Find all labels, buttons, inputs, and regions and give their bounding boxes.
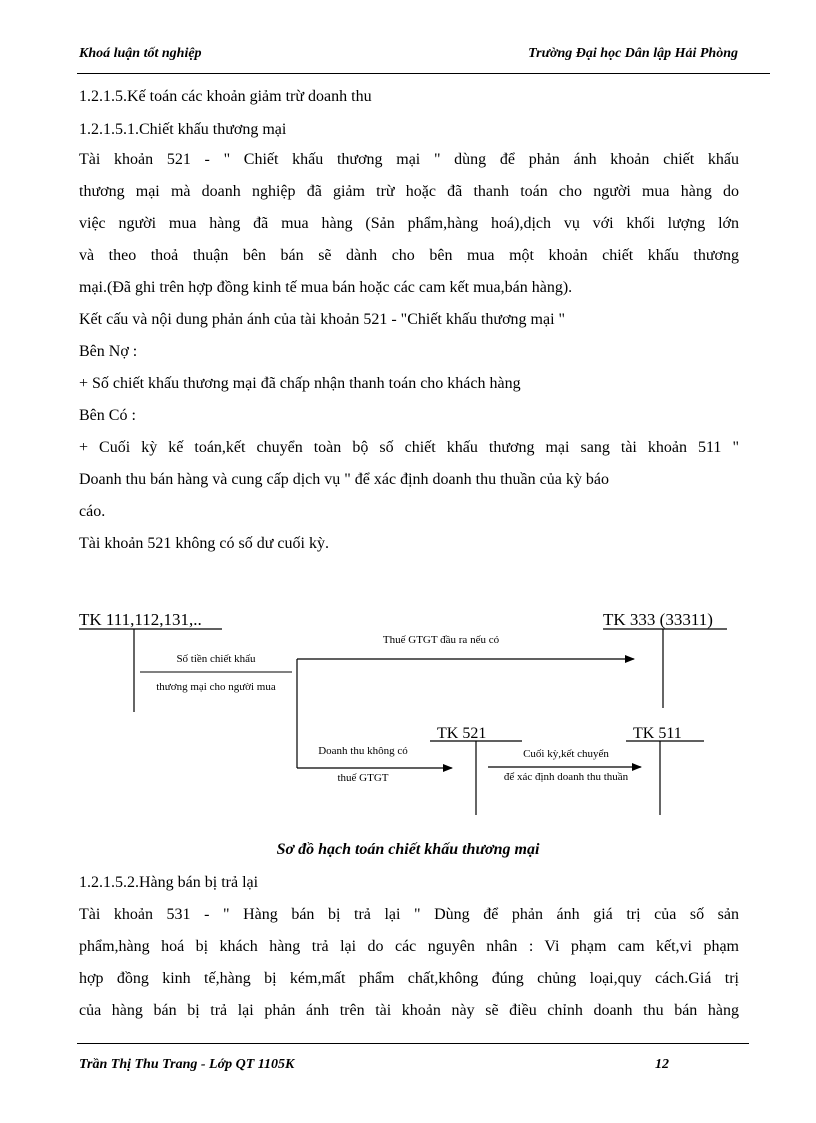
paragraph-line: và theo thoả thuận bên bán sẽ dành cho bên mua một khoản chiết khấu thương: [79, 247, 739, 264]
label-discount-line2: thương mại cho người mua: [156, 681, 276, 693]
paragraph-line: Tài khoản 531 - " Hàng bán bị trả lại " Dùng để phản ánh giá trị của số sản: [79, 906, 739, 923]
label-vat-output: Thuế GTGT đầu ra nếu có: [382, 634, 500, 646]
structure-title: Kết cấu và nội dung phản ánh của tài khoản 521 - "Chiết khấu thương mại ": [79, 311, 566, 328]
page-number: 12: [655, 1057, 669, 1072]
paragraph-line: hợp đồng kinh tế,hàng bị kém,mất phẩm chất,không đúng chủng loại,quy cách.Giá trị: [79, 970, 739, 987]
paragraph-line: của hàng bán bị trả lại phản ánh trên tài khoản này sẽ điều chỉnh doanh thu bán hàng: [79, 1002, 739, 1019]
account-label-521: TK 521: [437, 725, 487, 742]
debit-side-label: Bên Nợ :: [79, 343, 138, 360]
section-heading-1-2-1-5: 1.2.1.5.Kế toán các khoản giảm trừ doanh thu: [79, 88, 372, 105]
account-label-511: TK 511: [633, 725, 682, 742]
paragraph-line: phẩm,hàng hoá bị khách hàng trả lại do các nguyên nhân : Vi phạm cam kết,vi phạm: [79, 938, 739, 955]
diagram-caption: Sơ đồ hạch toán chiết khấu thương mại: [276, 841, 540, 858]
label-discount-line1: Số tiền chiết khấu: [176, 653, 256, 665]
header-school-label: Khoá luận tốt nghiệp: [79, 46, 202, 61]
section-heading-1-2-1-5-2: 1.2.1.5.2.Hàng bán bị trả lại: [79, 874, 259, 891]
debit-side-item: + Số chiết khấu thương mại đã chấp nhận thanh toán cho khách hàng: [79, 375, 521, 392]
footer-divider: [77, 1043, 749, 1044]
label-revenue-line2: thuế GTGT: [337, 772, 389, 784]
label-transfer-line2: để xác định doanh thu thuần: [503, 771, 629, 783]
credit-side-label: Bên Có :: [79, 407, 136, 424]
paragraph-line: Tài khoản 521 - " Chiết khấu thương mại " dùng để phản ánh khoản chiết khấu: [79, 151, 739, 168]
label-revenue-line1: Doanh thu không có: [318, 745, 408, 757]
label-transfer-line1: Cuối kỳ,kết chuyển: [523, 748, 609, 760]
paragraph-line: việc người mua hàng đã mua hàng (Sản phẩm,hàng hoá),dịch vụ với khối lượng lớn: [79, 215, 739, 232]
credit-side-line: cáo.: [79, 503, 106, 520]
section-heading-1-2-1-5-1: 1.2.1.5.1.Chiết khấu thương mại: [79, 121, 287, 138]
credit-side-line: Doanh thu bán hàng và cung cấp dịch vụ " để xác định doanh thu thuần của kỳ báo: [79, 471, 609, 488]
account-label-vat: TK 333 (33311): [603, 610, 713, 629]
account-label-cash: TK 111,112,131,..: [79, 610, 202, 629]
paragraph-line: mại.(Đã ghi trên hợp đồng kinh tế mua bán hoặc các cam kết mua,bán hàng).: [79, 279, 573, 296]
credit-side-line: + Cuối kỳ kế toán,kết chuyển toàn bộ số chiết khấu thương mại sang tài khoản 511 ": [79, 439, 739, 456]
header-university-name: Trường Đại học Dân lập Hải Phòng: [528, 46, 738, 61]
paragraph-line: thương mại mà doanh nghiệp đã giảm trừ hoặc đã thanh toán cho người mua hàng do: [79, 183, 739, 200]
footer-author: Trần Thị Thu Trang - Lớp QT 1105K: [79, 1057, 295, 1072]
balance-note: Tài khoản 521 không có số dư cuối kỳ.: [79, 535, 329, 552]
